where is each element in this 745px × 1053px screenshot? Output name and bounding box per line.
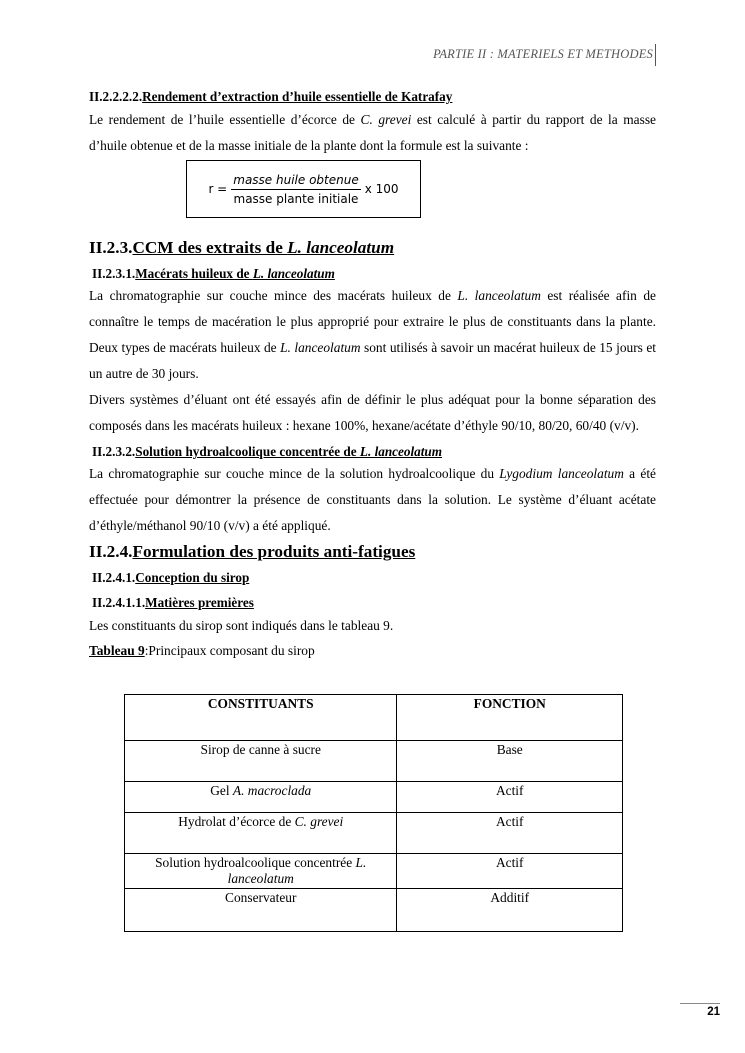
table-header-row xyxy=(125,695,623,741)
page-number: 21 xyxy=(680,1003,720,1018)
section-heading-22222 xyxy=(89,88,656,106)
header-constituants: CONSTITUANTS xyxy=(125,695,397,741)
section-heading-2232: II.2.3.2.Solution hydroalcoolique concentrée de L. lanceolatum xyxy=(92,444,442,459)
table-row: Hydrolat d’écorce de C. grevei Actif xyxy=(125,813,623,854)
paragraph-macerats-1: La chromatographie sur couche mince des macérats huileux de L. lanceolatum est réalisée afin de connaître le temps de macération le plus approprié pour extraire le plus de constituants dans la plante. Deux types de macérats huileux de L. lanceolatum sont utilisés à savoir un macérat huileux de 15 jours et un autre de 30 jours. xyxy=(89,288,657,381)
section-heading-2241: II.2.4.1.Conception du sirop xyxy=(92,570,250,585)
table-row: Sirop de canne à sucre Base xyxy=(125,741,623,782)
table-row: Gel A. macroclada Actif xyxy=(125,782,623,813)
table-sirop xyxy=(124,694,623,932)
paragraph-macerats-2: Divers systèmes d’éluant ont été essayés afin de définir le plus adéquat pour la bonne séparation des composés dans les macérats huileux : hexane 100%, hexane/acétate d’éthyle 90/10, 80/20, 60/40 (v/v). xyxy=(89,392,656,433)
running-header: PARTIE II : MATERIELS ET METHODES xyxy=(433,47,653,61)
table-row: Solution hydroalcoolique concentrée L. lanceolatum Actif xyxy=(125,854,623,889)
section-heading-223: II.2.3.CCM des extraits de L. lanceolatum xyxy=(89,238,395,257)
formula-denominator: masse plante initiale xyxy=(233,191,359,206)
paragraph-hydroalcoolique: La chromatographie sur couche mince de la solution hydroalcoolique du Lygodium lanceolatum a été effectuée pour démontrer la présence de constituants dans la solution. Le système d’éluant acétate d’éthyle/méthanol 90/10 (v/v) a été appliqué. xyxy=(89,466,656,533)
paragraph-constituants: Les constituants du sirop sont indiqués dans le tableau 9. xyxy=(89,618,394,633)
header-fonction: FONCTION xyxy=(397,695,623,741)
section-number: II.2.2.2.2. xyxy=(89,89,143,104)
formula-numerator: masse huile obtenue xyxy=(231,173,360,190)
formula-factor: x 100 xyxy=(364,182,399,196)
formula-fraction xyxy=(231,173,360,206)
section-heading-22411: II.2.4.1.1.Matières premières xyxy=(92,595,254,610)
table-row: Conservateur Additif xyxy=(125,889,623,932)
section-heading-2231: II.2.3.1.Macérats huileux de L. lanceolatum xyxy=(92,266,335,281)
section-title: Rendement d’extraction d’huile essentielle de Katrafay xyxy=(142,89,453,104)
section-heading-224: II.2.4.Formulation des produits anti-fatigues xyxy=(89,542,416,561)
header-divider xyxy=(655,44,656,66)
formula-lhs: r = xyxy=(208,182,228,196)
table-caption: Tableau 9:Principaux composant du sirop xyxy=(89,643,315,658)
formula-box xyxy=(186,160,421,218)
paragraph-rendement: Le rendement de l’huile essentielle d’écorce de C. grevei est calculé à partir du rapport de la masse d’huile obtenue et de la masse initiale de la plante dont la formule est la suivante : xyxy=(89,112,656,153)
